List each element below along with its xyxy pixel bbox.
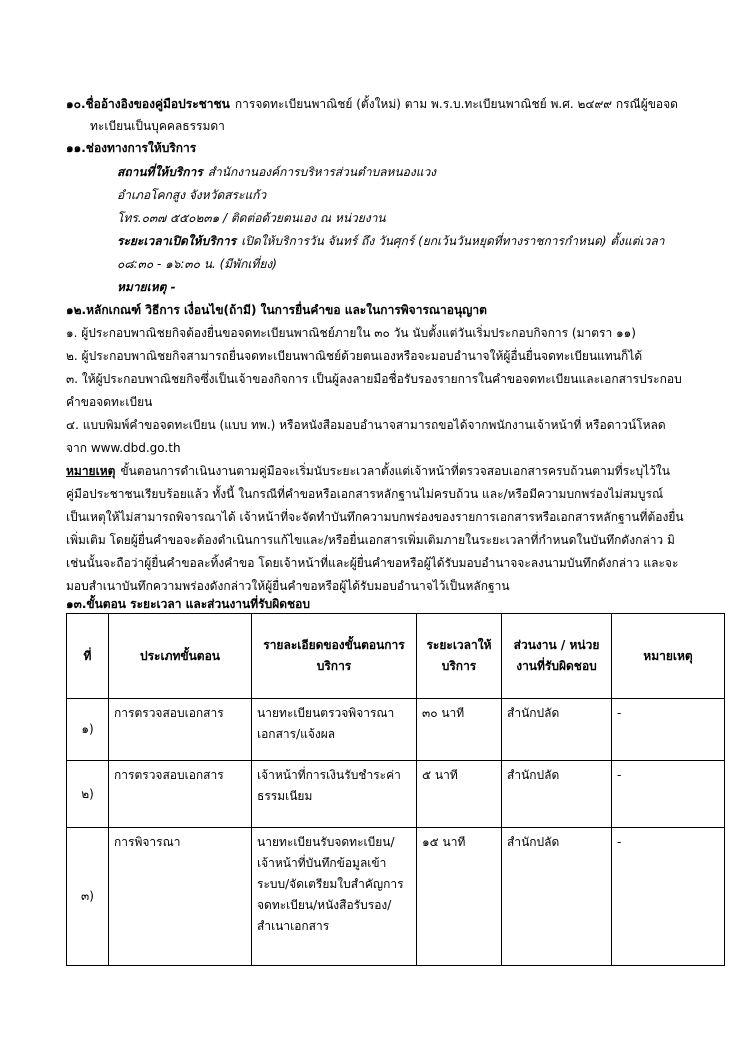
service-hours-value: เปิดให้บริการวัน จันทร์ ถึง วันศุกร์ (ยกเว้นวันหยุดที่ทางราชการกำหนด) ตั้งแต่เวลา [241,234,665,248]
step-number: ๑) [67,699,109,761]
table-row [67,828,725,966]
table-row [67,699,725,761]
service-place-value: สำนักงานองค์การบริหารส่วนตำบลหนองแวง [207,165,437,179]
table-row [67,761,725,828]
step-type: การพิจารณา [109,828,252,966]
step-detail: นายทะเบียนรับจดทะเบียน/เจ้าหน้าที่บันทึกข้อมูลเข้าระบบ/จัดเตรียมใบสำคัญการจดทะเบียน/หนังสือรับรอง/สำเนาเอกสาร [252,828,417,966]
service-place-line [117,163,436,181]
step-number: ๓) [67,828,109,966]
note-line: เพิ่มเติม โดยผู้ยื่นคำขอจะต้องดำเนินการแก้ไขและ/หรือยื่นเอกสารเพิ่มเติมภายในระยะเวลาที่กำหนดในบันทึกดังกล่าว มิ [66,533,675,547]
criteria-item: คำขอจดทะเบียน [66,395,153,409]
note-label: หมายเหตุ [66,464,116,478]
criteria-item: ๑. ผู้ประกอบพาณิชยกิจต้องยื่นขอจดทะเบียนพาณิชย์ภายใน ๓๐ วัน นับตั้งแต่วันเริ่มประกอบกิจการ (มาตรา ๑๑) [66,326,636,340]
service-hours-time: ๐๘:๓๐ - ๑๖:๓๐ น. (มีพักเที่ยง) [117,257,277,271]
steps-table [66,613,725,966]
col-header-unit: ส่วนงาน / หน่วยงานที่รับผิดชอบ [502,614,612,699]
note-line: เป็นเหตุให้ไม่สามารถพิจารณาได้ เจ้าหน้าที่จะจัดทำบันทึกความบกพร่องของรายการเอกสารหรือเอกสารหลักฐานที่ต้องยื่น [66,510,684,524]
criteria-item: ๒. ผู้ประกอบพาณิชยกิจสามารถยื่นจดทะเบียนพาณิชย์ด้วยตนเองหรือจะมอบอำนาจให้ผู้อื่นยื่นจดทะเบียนแทนก็ได้ [66,349,643,363]
criteria-item: ๓. ให้ผู้ประกอบพาณิชยกิจซึ่งเป็นเจ้าของกิจการ เป็นผู้ลงลายมือชื่อรับรองรายการในคำขอจดทะเบียนและเอกสารประกอบ [66,372,682,386]
note-line: เช่นนั้นจะถือว่าผู้ยื่นคำขอละทิ้งคำขอ โดยเจ้าหน้าที่และผู้ยื่นคำขอหรือผู้ได้รับมอบอำนาจจะลงนามบันทึกดังกล่าว และจะ [66,556,679,570]
step-note: - [612,699,725,761]
step-note: - [612,828,725,966]
section-10-line-1 [66,95,678,113]
step-unit: สำนักปลัด [502,761,612,828]
note-text: ขั้นตอนการดำเนินงานตามคู่มือจะเริ่มนับระยะเวลาตั้งแต่เจ้าหน้าที่ตรวจสอบเอกสารครบถ้วนตามที่ระบุไว้ใน [120,464,670,478]
note-line: คู่มือประชาชนเรียบร้อยแล้ว ทั้งนี้ ในกรณีที่คำขอหรือเอกสารหลักฐานไม่ครบถ้วน และ/หรือมีความบกพร่องไม่สมบูรณ์ [66,487,664,501]
service-place-label: สถานที่ให้บริการ [117,165,203,179]
note-line: มอบสำเนาบันทึกความพร่องดังกล่าวให้ผู้ยื่นคำขอหรือผู้ได้รับมอบอำนาจไว้เป็นหลักฐาน [66,579,510,593]
col-header-detail: รายละเอียดของขั้นตอนการบริการ [252,614,417,699]
step-time: ๑๕ นาที [417,828,502,966]
step-type: การตรวจสอบเอกสาร [109,761,252,828]
service-phone: โทร.๐๓๗ ๕๕๐๒๓๑ / ติดต่อด้วยตนเอง ณ หน่วยงาน [117,211,386,225]
criteria-item: จาก www.dbd.go.th [66,441,181,455]
section-12-heading: ๑๒.หลักเกณฑ์ วิธีการ เงื่อนไข(ถ้ามี) ในการยื่นคำขอ และในการพิจารณาอนุญาต [66,303,487,317]
table-header-row [67,614,725,699]
col-header-no: ที่ [67,614,109,699]
step-time: ๓๐ นาที [417,699,502,761]
section-10-line-2: ทะเบียนเป็นบุคคลธรรมดา [90,119,225,133]
step-unit: สำนักปลัด [502,828,612,966]
step-time: ๕ นาที [417,761,502,828]
criteria-item: ๔. แบบพิมพ์คำขอจดทะเบียน (แบบ ทพ.) หรือหนังสือมอบอำนาจสามารถขอได้จากพนักงานเจ้าหน้าที่ หรือดาวน์โหลด [66,418,666,432]
section-11-note: หมายเหตุ - [117,280,176,294]
note-line-1 [66,462,670,480]
step-detail: นายทะเบียนตรวจพิจารณาเอกสาร/แจ้งผล [252,699,417,761]
step-type: การตรวจสอบเอกสาร [109,699,252,761]
col-header-type: ประเภทขั้นตอน [109,614,252,699]
step-note: - [612,761,725,828]
section-10-text: การจดทะเบียนพาณิชย์ (ตั้งใหม่) ตาม พ.ร.บ.ทะเบียนพาณิชย์ พ.ศ. ๒๔๙๙ กรณีผู้ขอจด [234,97,678,111]
section-10-heading: ๑๐.ชื่ออ้างอิงของคู่มือประชาชน [66,97,230,111]
section-11-heading: ๑๑.ช่องทางการให้บริการ [66,141,197,155]
service-hours-label: ระยะเวลาเปิดให้บริการ [117,234,237,248]
col-header-time: ระยะเวลาให้บริการ [417,614,502,699]
section-13-heading: ๑๓.ขั้นตอน ระยะเวลา และส่วนงานที่รับผิดชอบ [66,597,311,611]
step-detail: เจ้าหน้าที่การเงินรับชำระค่าธรรมเนียม [252,761,417,828]
service-place-address: อำเภอโคกสูง จังหวัดสระแก้ว [117,188,267,202]
col-header-note: หมายเหตุ [612,614,725,699]
step-number: ๒) [67,761,109,828]
step-unit: สำนักปลัด [502,699,612,761]
service-hours-line [117,232,664,250]
